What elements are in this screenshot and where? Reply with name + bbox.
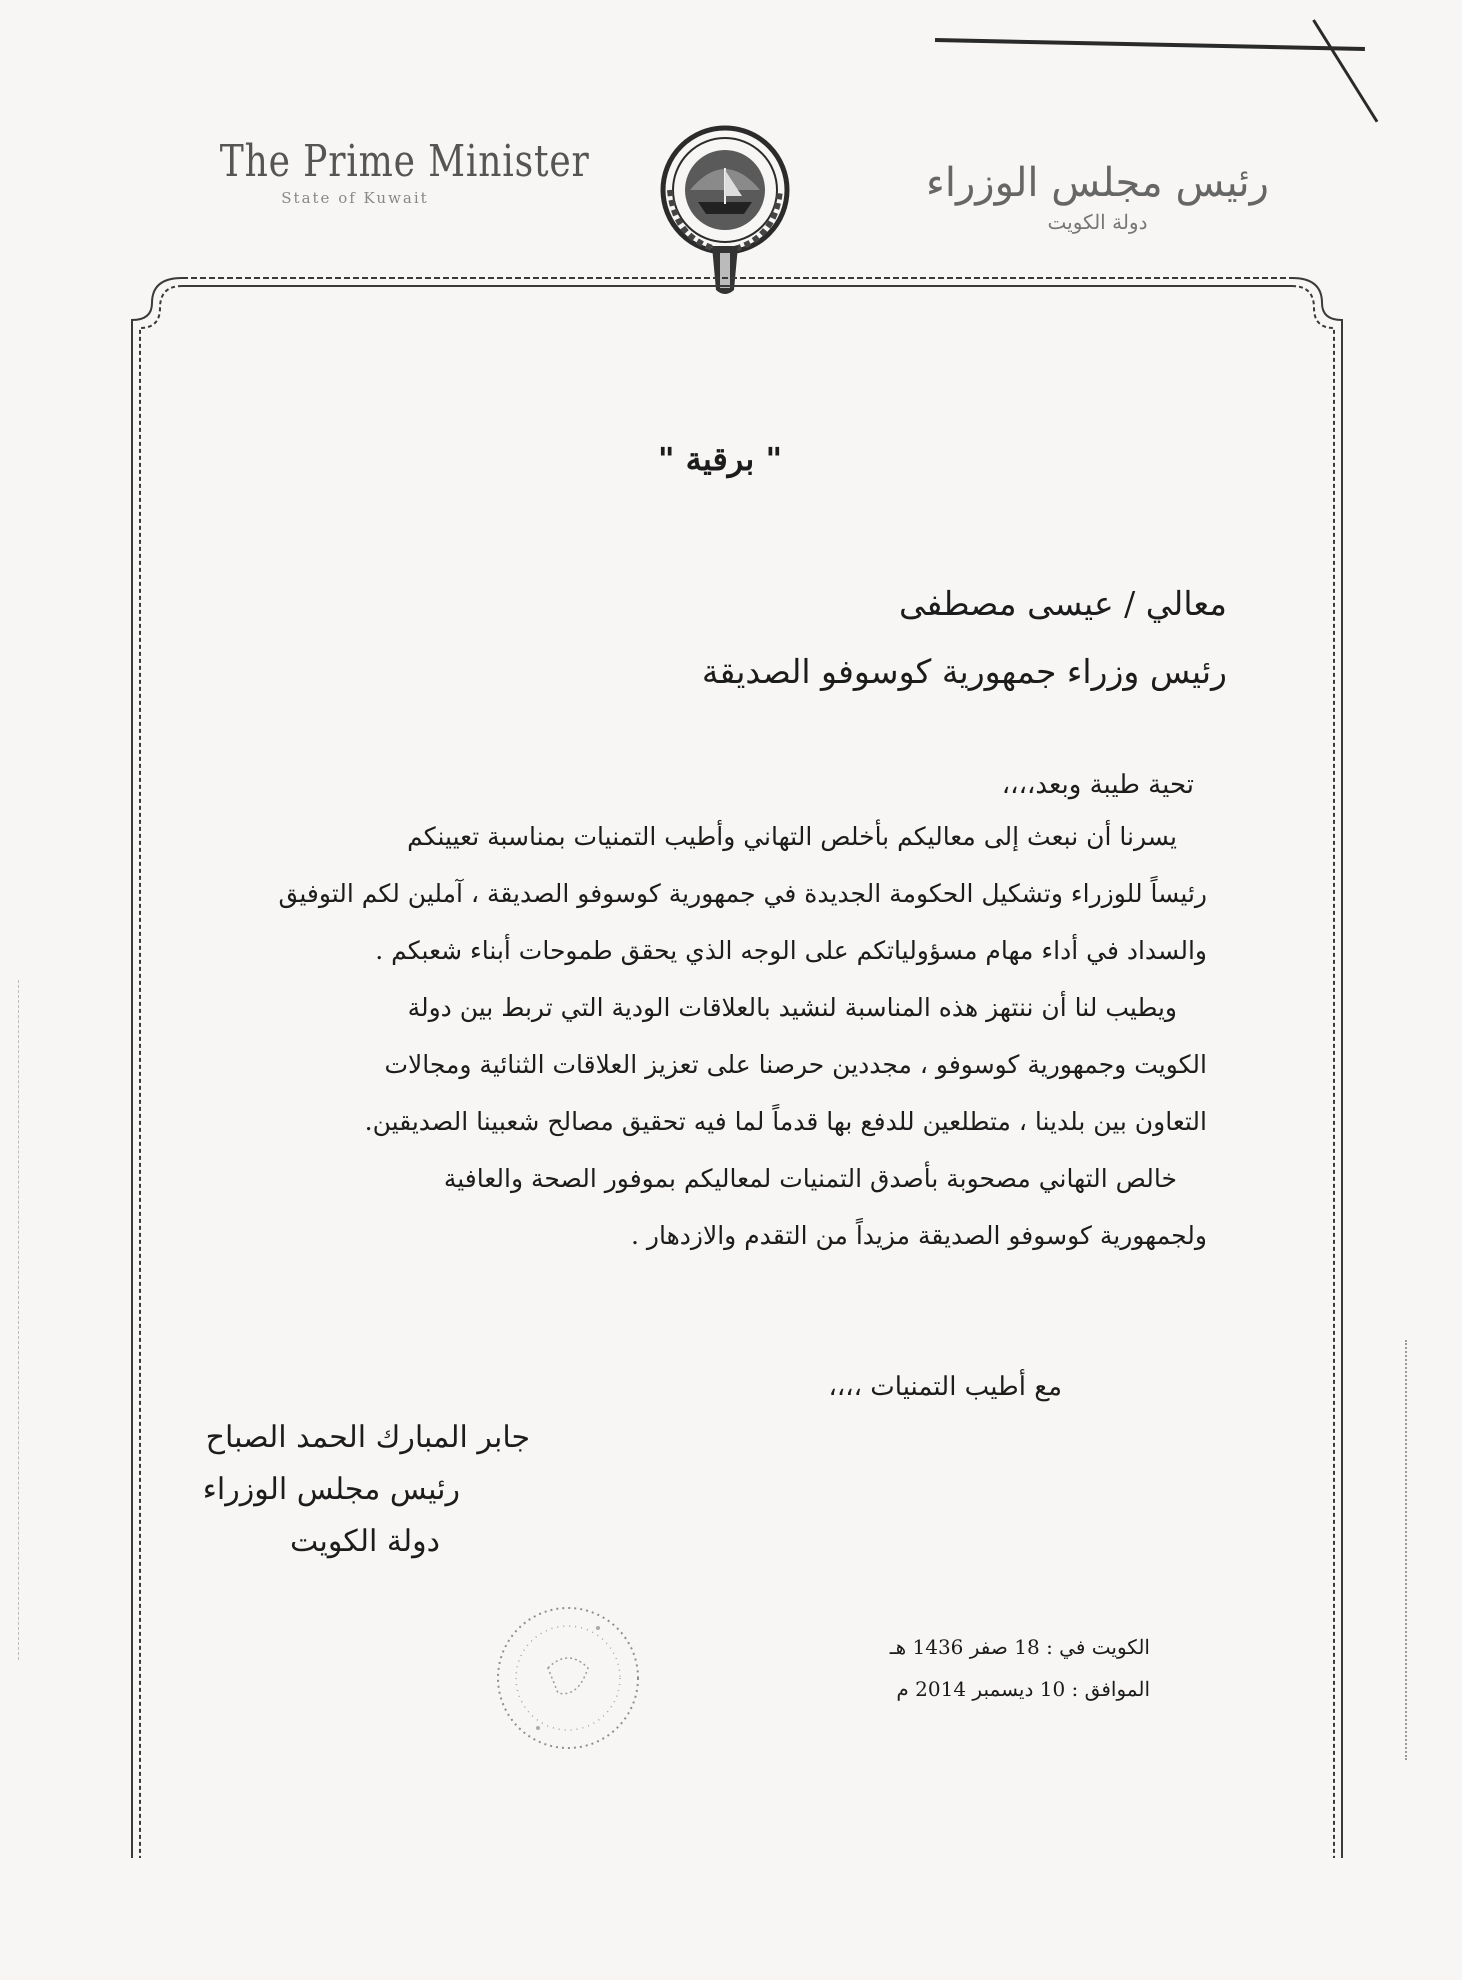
letterhead-arabic: [920, 160, 1275, 234]
letterhead-english-subtitle: State of Kuwait: [281, 189, 429, 207]
greeting: تحية طيبة وبعد،،،،: [1001, 770, 1194, 800]
recipient-name: معالي / عيسى مصطفى: [899, 584, 1227, 623]
recipient-title: رئيس وزراء جمهورية كوسوفو الصديقة: [701, 652, 1227, 691]
recipient-block: [327, 570, 1227, 706]
official-stamp-icon: [468, 1588, 668, 1768]
body-line: ويطيب لنا أن ننتهز هذه المناسبة لنشيد بالعلاقات الودية التي تربط بين دولة: [407, 993, 1177, 1022]
closing-line: مع أطيب التمنيات ،،،،: [828, 1372, 1062, 1402]
document-title: " برقية ": [657, 440, 783, 478]
date-gregorian: الموافق : 10 ديسمبر 2014 م: [896, 1677, 1150, 1701]
scan-corner-fold: [1312, 19, 1378, 122]
letterhead-english: [190, 136, 590, 207]
date-block: [820, 1626, 1150, 1710]
signature-country: دولة الكويت: [290, 1524, 440, 1559]
body-line: رئيساً للوزراء وتشكيل الحكومة الجديدة في جمهورية كوسوفو الصديقة ، آملين لكم التوفيق: [278, 879, 1207, 908]
letterhead-english-title: The Prime Minister: [219, 136, 590, 187]
signature-name: جابر المبارك الحمد الصباح: [205, 1420, 530, 1455]
body-line: ولجمهورية كوسوفو الصديقة مزيداً من التقدم والازدهار .: [631, 1221, 1207, 1250]
signature-title: رئيس مجلس الوزراء: [202, 1472, 460, 1507]
scan-edge-mark-left: [18, 980, 21, 1660]
letter-body: [127, 808, 1207, 1264]
body-line: التعاون بين بلدينا ، متطلعين للدفع بها قدماً لما فيه تحقيق مصالح شعبينا الصديقين.: [364, 1107, 1207, 1136]
scan-edge-mark: [1405, 1340, 1409, 1760]
body-line: الكويت وجمهورية كوسوفو ، مجددين حرصنا على تعزيز العلاقات الثنائية ومجالات: [384, 1050, 1207, 1079]
date-hijri: الكويت في : 18 صفر 1436 هـ: [889, 1635, 1150, 1659]
body-line: خالص التهاني مصحوبة بأصدق التمنيات لمعاليكم بموفور الصحة والعافية: [443, 1164, 1177, 1193]
body-line: يسرنا أن نبعث إلى معاليكم بأخلص التهاني وأطيب التمنيات بمناسبة تعيينكم: [407, 822, 1177, 851]
signature-block: [110, 1412, 530, 1568]
letterhead-arabic-title: رئيس مجلس الوزراء: [926, 160, 1269, 206]
scan-corner-line: [935, 38, 1365, 51]
letterhead-arabic-subtitle: دولة الكويت: [1047, 210, 1148, 234]
body-line: والسداد في أداء مهام مسؤولياتكم على الوجه الذي يحقق طموحات أبناء شعبكم .: [375, 936, 1207, 965]
